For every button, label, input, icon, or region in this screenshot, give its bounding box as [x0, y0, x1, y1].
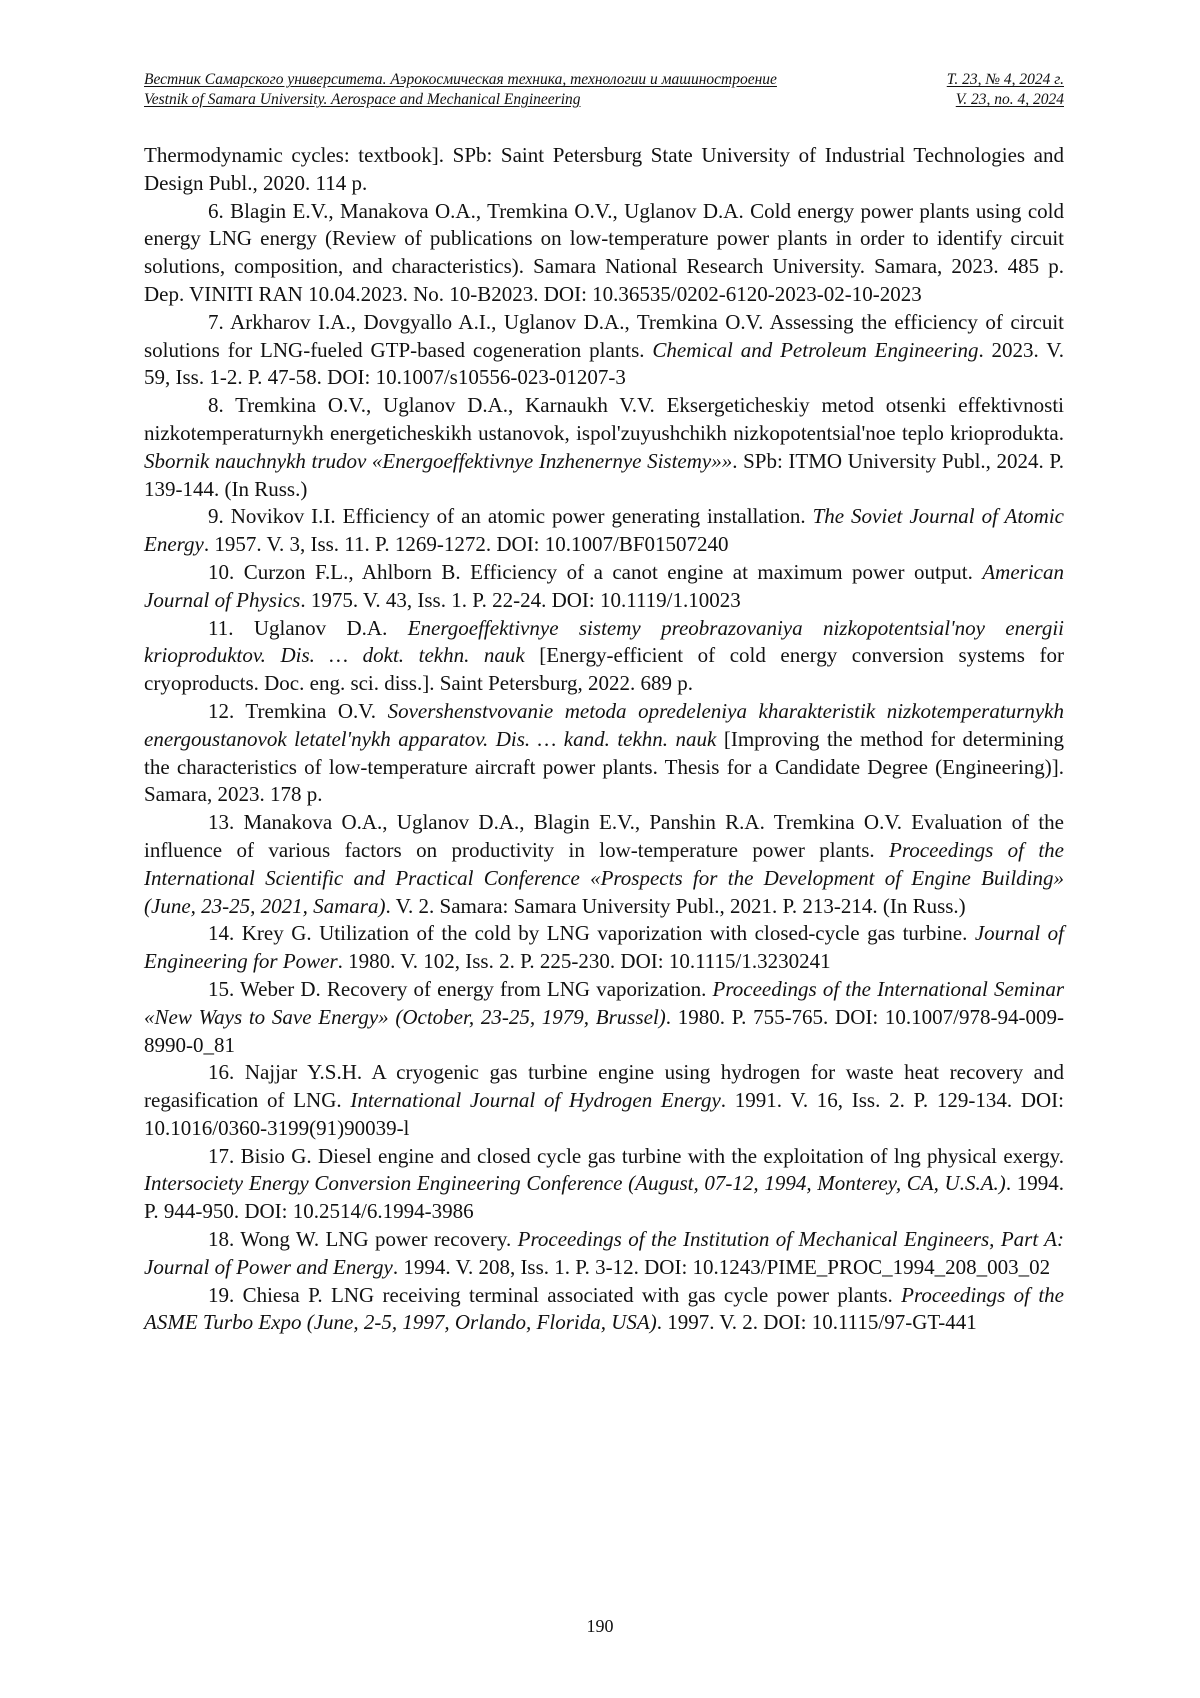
reference-text: . 1994. P. 944-950. DOI: 10.2514/6.1994-3986 [144, 1171, 1065, 1224]
reference-source-title: Intersociety Energy Conversion Engineering Conference (August, 07-12, 1994, Monterey, CA, U.S.A.) [144, 1171, 1006, 1196]
reference-text: 13. Manakova O.A., Uglanov D.A., Blagin E.V., Panshin R.A. Tremkina O.V. Evaluation of the influence of various factors on productivity in low-temperature power plants. [144, 810, 1064, 862]
reference-text: . 1980. V. 102, Iss. 2. P. 225-230. DOI: 10.1115/1.3230241 [337, 949, 831, 974]
reference-text: 7. Arkharov I.A., Dovgyallo A.I., Uglanov D.A., Tremkina O.V. Assessing the efficiency of circuit solutions for LNG-fueled GTP-based cogeneration plants. [144, 309, 1064, 362]
reference-item [144, 615, 1064, 698]
reference-text: [Improving the method for determining the characteristics of low-temperature aircraft power plants. Thesis for a Candidate Degree (Engineering)]. Samara, 2023. 178 p. [144, 726, 1064, 807]
reference-item [144, 198, 1064, 309]
page-number: 190 [586, 1616, 614, 1636]
reference-text: . 1997. V. 2. DOI: 10.1115/97-GT-441 [656, 1310, 977, 1335]
reference-item [144, 920, 1064, 976]
reference-text: 11. Uglanov D.A. [208, 615, 408, 640]
reference-text: [Energy-efficient of cold energy conversion systems for cryoproducts. Doc. eng. sci. diss.]. Saint Petersburg, 2022. 689 p. [144, 643, 1064, 696]
reference-text: . 1994. V. 208, Iss. 1. P. 3-12. DOI: 10.1243/PIME_PROC_1994_208_003_02 [392, 1254, 1051, 1279]
reference-item [144, 1282, 1064, 1338]
reference-text: 9. Novikov I.I. Efficiency of an atomic power generating installation. [208, 504, 813, 529]
reference-source-title: Proceedings of the International Seminar «New Ways to Save Energy» (October, 23-25, 1979, Brussel) [144, 976, 1064, 1029]
reference-text: . SPb: ITMO University Publ., 2024. P. 139-144. (In Russ.) [144, 448, 1064, 501]
header-row-english [144, 90, 1064, 110]
reference-text: 16. Najjar Y.S.H. A cryogenic gas turbine engine using hydrogen for waste heat recovery and regasification of LNG. [144, 1060, 1064, 1113]
reference-text: 14. Krey G. Utilization of the cold by LNG vaporization with closed-cycle gas turbine. [208, 921, 975, 946]
reference-source-title: Proceedings of the ASME Turbo Expo (June, 2-5, 1997, Orlando, Florida, USA) [144, 1282, 1064, 1335]
reference-text: . 2023. V. 59, Iss. 1-2. P. 47-58. DOI: 10.1007/s10556-023-01207-3 [144, 337, 1064, 390]
journal-title-en: Vestnik of Samara University. Aerospace and Mechanical Engineering [144, 91, 581, 108]
reference-item [144, 392, 1064, 503]
reference-source-title: Proceedings of the Institution of Mechanical Engineers, Part A: Journal of Power and Energy [144, 1227, 1065, 1279]
reference-text: 19. Chiesa P. LNG receiving terminal associated with gas cycle power plants. [208, 1282, 902, 1307]
reference-source-title: Chemical and Petroleum Engineering [652, 337, 979, 362]
reference-item [144, 976, 1064, 1059]
reference-text: 12. Tremkina O.V. [208, 698, 388, 723]
journal-title-ru: Вестник Самарского университета. Аэрокосмическая техника, технологии и машиностроение [144, 71, 777, 88]
reference-item [144, 809, 1064, 920]
reference-text: 6. Blagin E.V., Manakova O.A., Tremkina O.V., Uglanov D.A. Cold energy power plants using cold energy LNG energy (Review of publications on low-temperature power plants in order to identify circuit solutions, composition, and characteristics). Samara National Research University. Samara, 2023. 485 p. Dep. VINITI RAN 10.04.2023. No. 10-B2023. DOI: 10.36535/0202-6120-2023-02-10-2023 [144, 198, 1064, 306]
reference-text: 8. Tremkina O.V., Uglanov D.A., Karnaukh V.V. Eksergeticheskiy metod otsenki effektivnosti nizkotemperaturnykh energeticheskikh ustanovok, ispol'zuyushchikh nizkopotentsial'noe teplo krioprodukta. [144, 393, 1064, 445]
reference-item [144, 1059, 1064, 1142]
reference-source-title: International Journal of Hydrogen Energy [350, 1088, 721, 1113]
reference-text: 17. Bisio G. Diesel engine and closed cycle gas turbine with the exploitation of lng physical exergy. [208, 1143, 1064, 1168]
issue-info-ru: Т. 23, № 4, 2024 г. [946, 71, 1064, 88]
reference-item [144, 1143, 1064, 1226]
reference-text: 10. Curzon F.L., Ahlborn B. Efficiency of a canot engine at maximum power output. [208, 559, 983, 584]
reference-item [144, 698, 1064, 809]
reference-text: . 1957. V. 3, Iss. 11. P. 1269-1272. DOI: 10.1007/BF01507240 [203, 532, 729, 557]
reference-source-title: Sovershenstvovanie metoda opredeleniya kharakteristik nizkotemperaturnykh energoustanovok letatel'nykh apparatov. Dis. … kand. tekhn. nauk [144, 698, 1064, 751]
reference-item [144, 309, 1064, 392]
reference-source-title: Sbornik nauchnykh trudov «Energoeffektivnye Inzhenernye Sistemy»» [144, 448, 733, 473]
reference-text: . 1975. V. 43, Iss. 1. P. 22-24. DOI: 10.1119/1.10023 [300, 587, 741, 612]
reference-list [144, 142, 1064, 1337]
reference-item [144, 559, 1064, 615]
reference-text: . V. 2. Samara: Samara University Publ., 2021. P. 213-214. (In Russ.) [385, 893, 966, 918]
reference-text: 18. Wong W. LNG power recovery. [208, 1227, 518, 1252]
reference-source-title: American Journal of Physics [144, 559, 1064, 612]
issue-info-en: V. 23, no. 4, 2024 [955, 91, 1064, 108]
running-header [144, 70, 1064, 110]
reference-text: . 1980. P. 755-765. DOI: 10.1007/978-94-009-8990-0_81 [144, 1004, 1064, 1057]
reference-item [144, 503, 1064, 559]
reference-item [144, 1226, 1064, 1282]
reference-text: 15. Weber D. Recovery of energy from LNG vaporization. [208, 976, 713, 1001]
reference-source-title: Journal of Engineering for Power [144, 921, 1064, 974]
header-row-russian [144, 70, 1064, 90]
reference-source-title: Proceedings of the International Scientific and Practical Conference «Prospects for the Development of Engine Building» (June, 23-25, 2021, Samara) [144, 837, 1064, 918]
reference-source-title: The Soviet Journal of Atomic Energy [144, 504, 1065, 557]
reference-continuation: Thermodynamic cycles: textbook]. SPb: Saint Petersburg State University of Industrial Technologies and Design Publ., 2020. 114 p. [144, 143, 1064, 195]
reference-source-title: Energoeffektivnye sistemy preobrazovaniya nizkopotentsial'noy energii krioproduktov. Dis. … dokt. tekhn. nauk [144, 615, 1064, 668]
reference-text: . 1991. V. 16, Iss. 2. P. 129-134. DOI: 10.1016/0360-3199(91)90039-l [144, 1088, 1064, 1140]
